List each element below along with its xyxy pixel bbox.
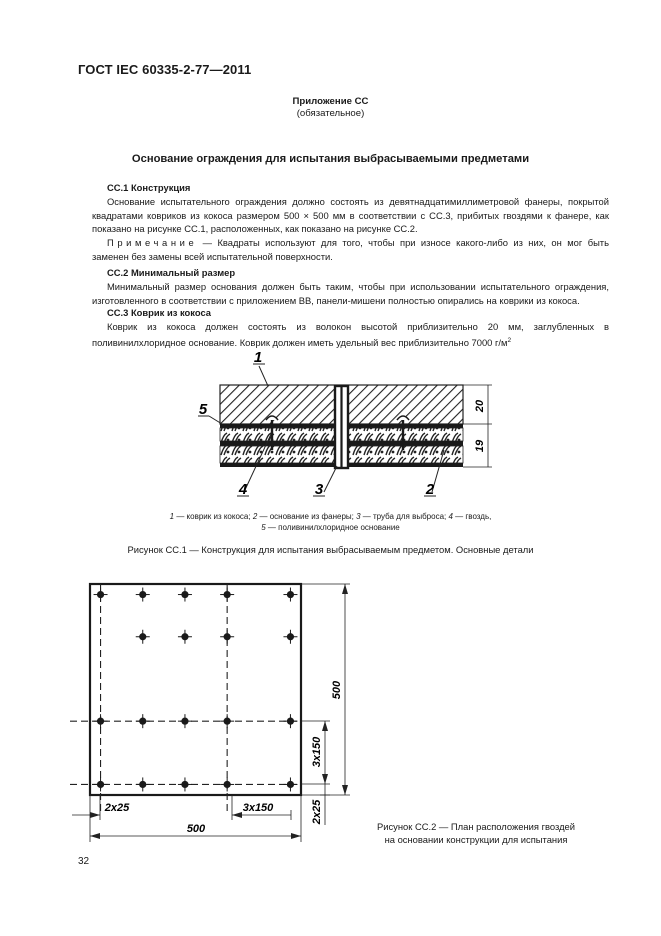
nail-marker — [178, 777, 192, 791]
section-cc1-paragraph: Основание испытательного ограждения должно состоять из девятнадцатимиллиметровой фанеры, покрытой квадратами ковриков из кокоса размером 500 × 500 мм в соответствии с СС.3, прибитых гвоздями к фанере, как показано на рисунке СС.1, расположенных, как показано на рисунке СС.2. — [92, 196, 609, 235]
annex-status: (обязательное) — [296, 108, 365, 119]
section-cc1-note — [92, 236, 609, 263]
legend-text-2: — основание из фанеры; — [257, 512, 357, 521]
callout-1 — [253, 349, 268, 386]
figure-cc1-cross-section — [0, 340, 661, 515]
nail-marker — [220, 777, 234, 791]
nail-marker — [220, 630, 234, 644]
legend-num-4: 4 — [448, 512, 453, 521]
nail-marker — [178, 630, 192, 644]
arrow-right-150-bottom — [322, 774, 328, 784]
plate-outline — [90, 584, 301, 795]
legend-num-5: 5 — [261, 523, 266, 532]
section-cc2-heading: СС.2 Минимальный размер — [107, 267, 236, 278]
arrow-bottom-500-left — [90, 833, 100, 839]
section-cc3-text: Коврик из кокоса должен состоять из волокон высотой приблизительно 20 мм, заглубленных в поливинилхлоридное основание. Коврик должен иметь удельный вес приблизительно 7000 г/м — [92, 321, 609, 348]
dim-bottom-3x150: 3x150 — [242, 802, 274, 814]
dim-right-500: 500 — [331, 680, 343, 700]
nail-marker — [136, 714, 150, 728]
page-number: 32 — [78, 856, 90, 867]
dim-mat-19: 19 — [474, 439, 486, 453]
annex-title: Приложение СС — [292, 96, 369, 107]
legend-text-1: — коврик из кокоса; — [174, 512, 253, 521]
nail-marker — [136, 588, 150, 602]
dim-right-3x150: 3x150 — [311, 736, 323, 768]
nail-marker — [283, 630, 297, 644]
nail-marker — [136, 630, 150, 644]
figure-cc2-caption-line2: на основании конструкции для испытания — [384, 834, 568, 845]
dim-bottom-2x25: 2x25 — [104, 802, 130, 814]
arrow-right-500-bottom — [342, 785, 348, 795]
nail-marker — [178, 588, 192, 602]
nail-marker — [94, 714, 108, 728]
figure-cc2-caption — [360, 820, 592, 846]
note-text: — Квадраты используют для того, чтобы при износе какого-либо из них, он мог быть заменен без замены всей испытательной поверхности. — [92, 237, 609, 262]
nail-marker — [94, 777, 108, 791]
superscript-2: 2 — [507, 336, 512, 344]
arrow-right-500-top — [342, 584, 348, 594]
nail-marker — [220, 714, 234, 728]
legend-num-1: 1 — [169, 512, 175, 521]
legend-text-3: — труба для выброса; — [360, 512, 449, 521]
dim-right-2x25: 2x25 — [311, 799, 323, 825]
svg-text:4: 4 — [238, 481, 248, 498]
figure-cc2-nail-plan — [0, 575, 661, 850]
figure-cc1-legend-line2 — [0, 523, 661, 532]
arrow-bottom-500-right — [291, 833, 301, 839]
callout-5 — [198, 401, 222, 424]
dim-plywood-20: 20 — [474, 399, 486, 413]
dim-bottom-500: 500 — [186, 823, 206, 835]
svg-text:2: 2 — [425, 481, 435, 498]
dashed-grid-lines — [70, 584, 301, 815]
document-title: Основание ограждения для испытания выбрасываемыми предметами — [131, 153, 530, 165]
nail-marker — [178, 714, 192, 728]
section-cc1-heading: СС.1 Конструкция — [107, 182, 191, 193]
svg-text:1: 1 — [253, 349, 263, 366]
legend-num-2: 2 — [252, 512, 258, 521]
svg-text:5: 5 — [198, 401, 208, 418]
nail-marker — [136, 777, 150, 791]
arrow-bottom-150-left — [232, 812, 242, 818]
figure-cc2-caption-line1: Рисунок СС.2 — План расположения гвоздей — [377, 821, 575, 832]
legend-text-5: — поливинилхлоридное основание — [265, 523, 400, 532]
nail-marker — [283, 777, 297, 791]
legend-num-3: 3 — [356, 512, 361, 521]
nail-marker — [283, 714, 297, 728]
standard-header: ГОСТ IEC 60335-2-77—2011 — [78, 62, 252, 77]
figure-cc1-caption: Рисунок СС.1 — Конструкция для испытания выбрасываемым предметом. Основные детали — [127, 544, 534, 555]
nail-marker — [220, 588, 234, 602]
nail-marker — [94, 588, 108, 602]
nail-markers — [94, 588, 298, 792]
figure-cc1-legend-line1 — [0, 512, 661, 521]
arrow-right-150-top — [322, 721, 328, 731]
legend-text-4: — гвоздь, — [452, 512, 492, 521]
section-cc3-heading: СС.3 Коврик из кокоса — [107, 307, 211, 318]
arrow-bottom-25-right — [90, 812, 100, 818]
note-label: Примечание — [107, 237, 198, 248]
callout-3 — [313, 466, 337, 498]
nail-marker — [283, 588, 297, 602]
section-cc2-paragraph: Минимальный размер основания должен быть таким, чтобы при использовании испытательного ограждения, изготовленного в соответствии с приложением ВВ, панели-мишени полностью опирались на коврики из кокоса. — [92, 281, 609, 306]
svg-text:3: 3 — [314, 481, 324, 498]
